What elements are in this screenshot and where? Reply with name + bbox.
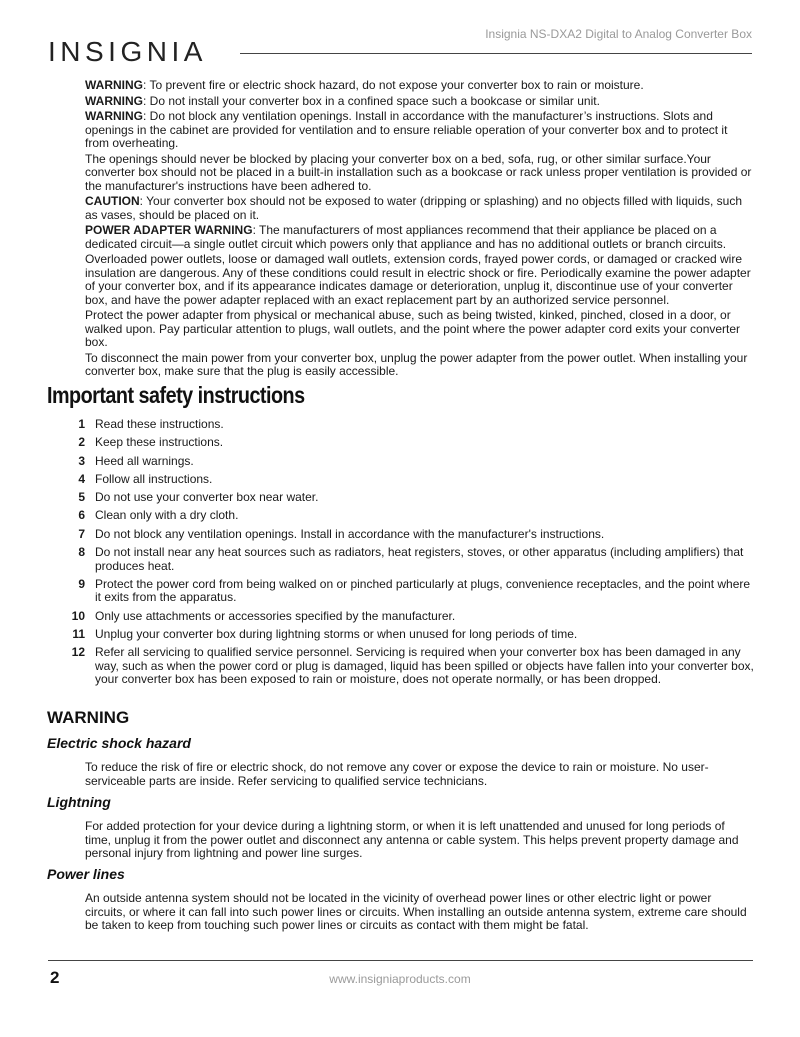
warning-paragraph <box>85 253 753 307</box>
list-item <box>48 528 754 542</box>
warning-text: The openings should never be blocked by placing your converter box on a bed, sofa, rug, or other similar surface.Your converter box should not be placed in a built-in installation such as a bookcase or rack unless proper ventilation is provided or the manufacturer's instructions have been adhered to. <box>85 151 752 193</box>
step-number: 10 <box>71 608 85 623</box>
power-lines-text: An outside antenna system should not be located in the vicinity of overhead power lines or other electric light or power circuits, or where it can fall into such power lines or circuits. When installing an outside antenna system, extreme care should be taken to keep from touching such power lines or circuits as contact with them might be fatal. <box>85 891 747 932</box>
step-number: 11 <box>72 626 85 641</box>
warning-text: To disconnect the main power from your converter box, unplug the power adapter from the power outlet. When installing your converter box, make sure that the plug is easily accessible. <box>85 350 748 378</box>
warning-label: WARNING <box>85 93 143 108</box>
step-number: 6 <box>78 508 85 523</box>
power-adapter-paragraph <box>85 224 753 251</box>
step-text: Do not use your converter box near water. <box>95 490 319 505</box>
list-item <box>48 473 754 487</box>
step-text: Do not install near any heat sources such as radiators, heat registers, stoves, or other apparatus (including amplifiers) that produces heat. <box>95 545 744 573</box>
warning-paragraph <box>85 153 753 194</box>
step-text: Refer all servicing to qualified service personnel. Servicing is required when your converter box has been damaged in any way, such as when the power cord or plug is damaged, liquid has been spilled or objects have fallen into your converter box, your converter box has been exposed to rain or moisture, does not operate normally, or has been dropped. <box>95 645 754 687</box>
step-text: Unplug your converter box during lightning storms or when unused for long periods of time. <box>95 626 578 641</box>
warning-paragraph <box>85 309 753 350</box>
step-number: 2 <box>78 435 85 450</box>
insignia-logo: INSIGNIA <box>48 36 207 67</box>
step-text: Follow all instructions. <box>95 471 213 486</box>
list-item <box>48 436 754 450</box>
warning-label: WARNING <box>85 109 143 123</box>
step-text: Keep these instructions. <box>95 435 224 450</box>
warning-text: : To prevent fire or electric shock hazard, do not expose your converter box to rain or moisture. <box>143 78 644 92</box>
power-adapter-text: : The manufacturers of most appliances recommend that their appliance be placed on a dedicated circuit—a single outlet circuit which powers only that appliance and has no additional outlets or branch circuits. <box>85 223 727 251</box>
caution-text: : Your converter box should not be exposed to water (dripping or splashing) and no objects filled with liquids, such as vases, should be placed on it. <box>85 194 743 222</box>
power-adapter-label: POWER ADAPTER WARNING <box>85 223 253 237</box>
safety-steps-list <box>48 418 754 692</box>
header-doc-title: Insignia NS-DXA2 Digital to Analog Converter Box <box>485 27 752 41</box>
step-number: 1 <box>78 417 85 431</box>
page-number: 2 <box>50 968 60 987</box>
lightning-heading: Lightning <box>47 794 111 810</box>
caution-paragraph <box>85 195 753 222</box>
warning-text: Overloaded power outlets, loose or damaged wall outlets, extension cords, frayed power cords, or damaged or cracked wire insulation are dangerous. Any of these conditions could result in electric shock or fire. Periodically examine the power adapter of your converter box, and if its appearance indicates damage or deterioration, unplug it, discontinue use of your converter box, and have the power adapter replaced with an exact replacement part by an authorized service personnel. <box>85 252 751 307</box>
footer-divider <box>48 960 753 961</box>
list-item <box>48 646 754 687</box>
warning-paragraph <box>85 352 753 379</box>
electric-shock-heading: Electric shock hazard <box>47 735 191 751</box>
power-lines-heading: Power lines <box>47 866 125 882</box>
step-text: Protect the power cord from being walked on or pinched particularly at plugs, convenience receptacles, and the point where it exits from the apparatus. <box>95 576 751 605</box>
footer-url[interactable]: www.insigniaproducts.com <box>329 972 471 986</box>
warning-text: Protect the power adapter from physical or mechanical abuse, such as being twisted, kinked, pinched, closed in a door, or walked upon. Pay particular attention to plugs, wall outlets, and the point where the power adapter cord exits your converter box. <box>85 308 741 349</box>
warning-heading: WARNING <box>47 708 130 727</box>
step-text: Read these instructions. <box>95 417 224 431</box>
warning-paragraph <box>85 110 753 151</box>
step-text: Heed all warnings. <box>95 453 194 468</box>
list-item <box>48 418 754 432</box>
warning-label: WARNING <box>85 78 143 92</box>
step-text: Clean only with a dry cloth. <box>95 508 239 523</box>
warning-paragraph <box>85 79 753 93</box>
lightning-text: For added protection for your device during a lightning storm, or when it is left unattended and unused for long periods of time, unplug it from the power outlet and disconnect any antenna or cable system. This helps prevent property damage and personal injury from lightning and power line surges. <box>85 819 739 860</box>
list-item <box>48 455 754 469</box>
step-number: 5 <box>78 490 85 505</box>
warnings-block <box>85 79 753 381</box>
caution-label: CAUTION <box>85 194 140 208</box>
list-item <box>48 491 754 505</box>
step-number: 9 <box>78 576 85 591</box>
header-divider <box>240 53 752 54</box>
step-number: 8 <box>78 545 85 560</box>
list-item <box>48 509 754 523</box>
step-number: 4 <box>78 471 85 486</box>
step-number: 7 <box>78 526 85 541</box>
warning-text: : Do not install your converter box in a confined space such a bookcase or similar unit. <box>143 93 600 108</box>
list-item <box>48 628 754 642</box>
list-item <box>48 578 754 605</box>
electric-shock-text: To reduce the risk of fire or electric shock, do not remove any cover or expose the device to rain or moisture. No user-serviceable parts are inside. Refer servicing to qualified service technicians. <box>85 760 709 788</box>
list-item <box>48 610 754 624</box>
step-number: 3 <box>78 453 85 468</box>
step-text: Do not block any ventilation openings. Install in accordance with the manufacturer's instructions. <box>95 526 605 541</box>
warning-paragraph <box>85 95 753 109</box>
warning-text: : Do not block any ventilation openings. Install in accordance with the manufacturer’s instructions. Slots and openings in the cabinet are provided for ventilation and to ensure reliable operation of your converter box and to protect it from overheating. <box>85 109 728 150</box>
list-item <box>48 546 754 573</box>
safety-heading: Important safety instructions <box>47 382 305 408</box>
step-number: 12 <box>71 645 85 660</box>
step-text: Only use attachments or accessories specified by the manufacturer. <box>95 608 456 623</box>
